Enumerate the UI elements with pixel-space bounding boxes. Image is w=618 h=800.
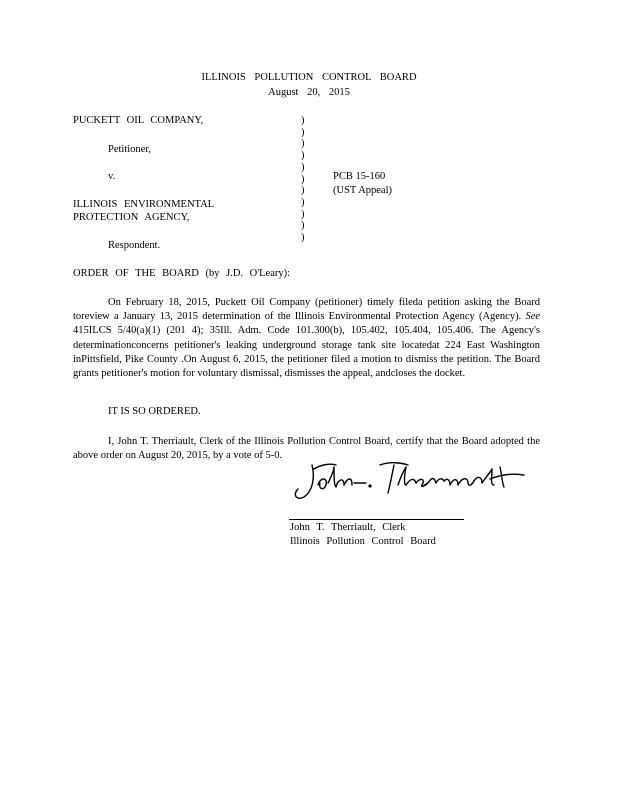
body-text-part-1: On February 18, 2015, Puckett Oil Company (petitioner) timely fileda petition asking the Board toreview a January 13, 2015 determination of the Illinois Environmental Protection Agency (Agency). (73, 297, 540, 323)
case-number: PCB 15-160 (333, 171, 386, 182)
clerk-name: John T. Therriault, Clerk (290, 522, 406, 533)
respondent-role: Respondent. (108, 240, 161, 251)
caption-paren: ) (301, 115, 305, 126)
caption-paren: ) (301, 232, 305, 244)
caption-paren: ) (301, 138, 305, 150)
caption-paren: ) (301, 220, 305, 232)
respondent-name-line2: PROTECTION AGENCY, (73, 212, 190, 223)
caption-paren: ) (301, 185, 305, 197)
caption-paren: ) (301, 208, 305, 220)
clerk-organization: Illinois Pollution Control Board (290, 536, 436, 547)
petitioner-role: Petitioner, (108, 144, 152, 155)
caption-paren: ) (301, 173, 305, 185)
body-paragraph (73, 296, 540, 381)
caption-paren: ) (301, 161, 305, 173)
caption-paren: ) (301, 126, 305, 138)
caption-parentheses (301, 115, 305, 244)
versus-label: v. (108, 171, 116, 182)
caption-paren: ) (301, 196, 305, 208)
caption-paren: ) (301, 150, 305, 162)
order-date: August 20, 2015 (268, 87, 350, 98)
body-text-part-2: 415ILCS 5/40(a)(1) (201 4); 35Ill. Adm. Code 101.300(b), 105.402, 105.404, 105.406. The Agency's determinationconcerns petitioner's leaking underground storage tank site locatedat 224 East Washington inPittsfield, Pike County .On August 6, 2015, the petitioner filed a motion to dismiss the petition. The Board grants petitioner's motion for voluntary dismissal, dismisses the appeal, andcloses the docket. (73, 325, 540, 380)
case-type: (UST Appeal) (333, 185, 393, 196)
petitioner-name: PUCKETT OIL COMPANY, (73, 115, 204, 126)
see-citation-signal: See (525, 311, 541, 323)
respondent-name-line1: ILLINOIS ENVIRONMENTAL (73, 199, 215, 210)
so-ordered: IT IS SO ORDERED. (108, 406, 201, 417)
clerk-signature (290, 455, 530, 507)
signature-line (289, 519, 464, 520)
certification-text: I, John T. Therriault, Clerk of the Illinois Pollution Control Board, certify that the Board adopted the above order on August 20, 2015, by a vote of 5-0. (73, 436, 540, 462)
agency-title: ILLINOIS POLLUTION CONTROL BOARD (201, 72, 417, 83)
order-heading: ORDER OF THE BOARD (by J.D. O'Leary): (73, 268, 291, 279)
